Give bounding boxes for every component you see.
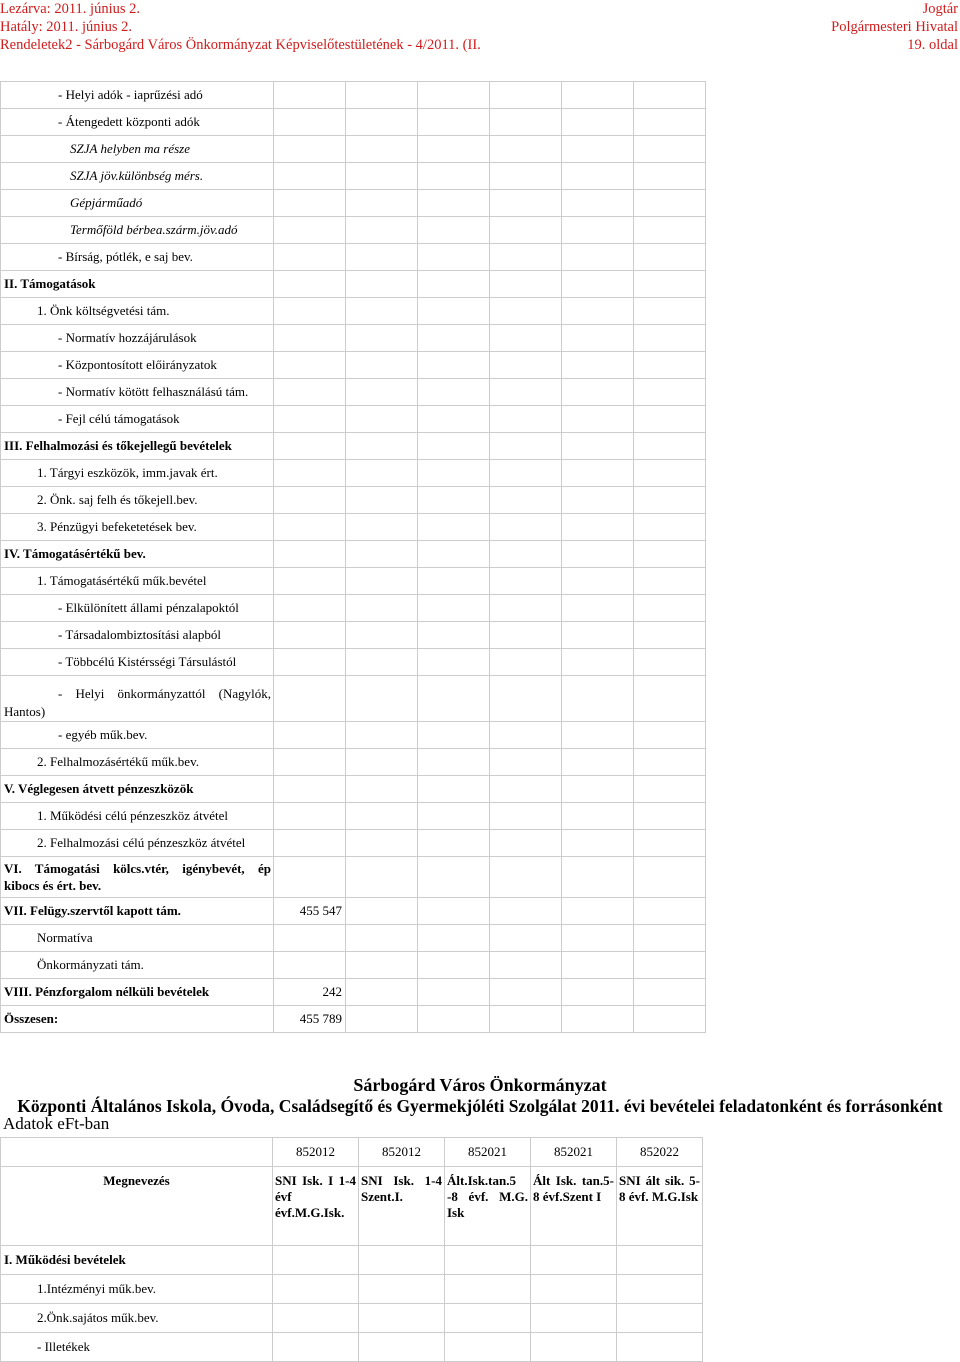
code-cell: 852021: [531, 1138, 617, 1167]
units-note: Adatok eFt-ban: [3, 1114, 110, 1133]
row-label: Normatíva: [1, 925, 274, 952]
effective-date: Hatály: 2011. június 2.: [0, 19, 132, 35]
table-row: [1, 830, 706, 857]
row-value: [274, 776, 346, 803]
row-value: [274, 830, 346, 857]
table-row: [1, 649, 706, 676]
row-label-line1: - Helyi önkormányzattól (Nagylók,: [58, 686, 271, 701]
row-value: [274, 163, 346, 190]
table-row: [1, 1275, 703, 1304]
table-row: [1, 460, 706, 487]
row-label: IV. Támogatásértékű bev.: [1, 541, 274, 568]
row-label: Gépjárműadó: [1, 190, 274, 217]
row-label: 1.Intézményi műk.bev.: [1, 1275, 273, 1304]
code-cell: 852022: [617, 1138, 703, 1167]
table-row: [1, 749, 706, 776]
row-label: - Társadalombiztosítási alapból: [1, 622, 274, 649]
row-value: [274, 217, 346, 244]
row-value: [274, 649, 346, 676]
table-row: [1, 163, 706, 190]
revenue-table: [0, 81, 706, 1033]
row-label-line2: kibocs és ért. bev.: [4, 878, 102, 893]
row-label: 1. Önk költségvetési tám.: [1, 298, 274, 325]
row-label: 1. Támogatásértékű műk.bevétel: [1, 568, 274, 595]
row-label: [1, 676, 274, 722]
row-label: SZJA jöv.különbség mérs.: [1, 163, 274, 190]
row-value: [274, 190, 346, 217]
row-value: 242: [274, 979, 346, 1006]
row-value: [274, 109, 346, 136]
row-label: SZJA helyben ma része: [1, 136, 274, 163]
table-row: [1, 217, 706, 244]
code-cell: 852021: [445, 1138, 531, 1167]
table-row: [1, 190, 706, 217]
row-value: [274, 82, 346, 109]
row-label: - Fejl célú támogatások: [1, 406, 274, 433]
table-row: [1, 722, 706, 749]
table-row: [1, 325, 706, 352]
row-value: [274, 568, 346, 595]
table-row: [1, 803, 706, 830]
description-cell: Ált Isk. tan.5-8 évf.Szent I: [531, 1167, 617, 1246]
row-value: [274, 595, 346, 622]
row-label: III. Felhalmozási és tőkejellegű bevételek: [1, 433, 274, 460]
table-row: [1, 298, 706, 325]
description-cell: SNI Isk. I 1-4 évf évf.M.G.Isk.: [273, 1167, 359, 1246]
row-label: Termőföld bérbea.szárm.jöv.adó: [1, 217, 274, 244]
table-row: [1, 1246, 703, 1275]
row-value: [274, 379, 346, 406]
table-row: [1, 1006, 706, 1033]
closed-date: Lezárva: 2011. június 2.: [0, 1, 140, 17]
row-label: Összesen:: [1, 1006, 274, 1033]
row-value: [274, 803, 346, 830]
row-value: [274, 244, 346, 271]
table-row: [1, 271, 706, 298]
table-row: [1, 433, 706, 460]
row-label: - egyéb műk.bev.: [1, 722, 274, 749]
row-label: VIII. Pénzforgalom nélküli bevételek: [1, 979, 274, 1006]
row-label: - Illetékek: [1, 1333, 273, 1362]
table-row: [1, 82, 706, 109]
row-label: VII. Felügy.szervtől kapott tám.: [1, 898, 274, 925]
row-value: [274, 325, 346, 352]
row-label: 2. Önk. saj felh és tőkejell.bev.: [1, 487, 274, 514]
table-row: [1, 244, 706, 271]
row-label: - Normatív hozzájárulások: [1, 325, 274, 352]
table-row: [1, 857, 706, 898]
row-label: 1. Tárgyi eszközök, imm.javak ért.: [1, 460, 274, 487]
table-row: [1, 568, 706, 595]
name-header: Megnevezés: [1, 1167, 273, 1246]
row-value: [274, 749, 346, 776]
table-row: [1, 1304, 703, 1333]
code-cell: 852012: [273, 1138, 359, 1167]
row-value: [274, 433, 346, 460]
row-label: 2. Felhalmozási célú pénzeszköz átvétel: [1, 830, 274, 857]
row-label: - Bírság, pótlék, e saj bev.: [1, 244, 274, 271]
empty-cell: [1, 1138, 273, 1167]
table-row: [1, 406, 706, 433]
description-header-row: [1, 1167, 703, 1246]
section-title: Sárbogárd Város Önkormányzat: [353, 1075, 607, 1095]
row-value: [274, 541, 346, 568]
row-value: 455 547: [274, 898, 346, 925]
page-number: 19. oldal: [907, 37, 958, 53]
decree-title: Rendeletek2 - Sárbogárd Város Önkormányzat Képviselőtestületének - 4/2011. (II.: [0, 37, 481, 53]
table-row: [1, 109, 706, 136]
row-value: [274, 460, 346, 487]
row-value: [274, 676, 346, 722]
row-label: II. Támogatások: [1, 271, 274, 298]
table-row: [1, 595, 706, 622]
row-label: - Normatív kötött felhasználású tám.: [1, 379, 274, 406]
table-row: [1, 952, 706, 979]
row-value: [274, 622, 346, 649]
office-name: Polgármesteri Hivatal: [831, 19, 958, 35]
table-row: [1, 776, 706, 803]
task-revenue-table: [0, 1137, 703, 1362]
code-cell: 852012: [359, 1138, 445, 1167]
row-value: [274, 857, 346, 898]
table-row: [1, 979, 706, 1006]
row-label: I. Működési bevételek: [1, 1246, 273, 1275]
row-value: [274, 952, 346, 979]
row-value: [274, 487, 346, 514]
row-value: [274, 925, 346, 952]
row-value: [274, 298, 346, 325]
row-label: - Elkülönített állami pénzalapoktól: [1, 595, 274, 622]
row-label: 3. Pénzügyi befeketetések bev.: [1, 514, 274, 541]
table-row: [1, 352, 706, 379]
table-row: [1, 379, 706, 406]
row-label: [1, 857, 274, 898]
description-cell: SNI Isk. 1-4 Szent.I.: [359, 1167, 445, 1246]
row-label: 2.Önk.sajátos műk.bev.: [1, 1304, 273, 1333]
row-label: Önkormányzati tám.: [1, 952, 274, 979]
row-label: - Többcélú Kistérsségi Társulástól: [1, 649, 274, 676]
table-row: [1, 1333, 703, 1362]
row-label: V. Véglegesen átvett pénzeszközök: [1, 776, 274, 803]
row-value: 455 789: [274, 1006, 346, 1033]
row-label-line1: VI. Támogatási kölcs.vtér, igénybevét, ép: [4, 861, 271, 876]
code-header-row: [1, 1138, 703, 1167]
row-label: 1. Működési célú pénzeszköz átvétel: [1, 803, 274, 830]
table-row: [1, 541, 706, 568]
description-cell: SNI ált sik. 5-8 évf. M.G.Isk: [617, 1167, 703, 1246]
table-row: [1, 622, 706, 649]
row-label: - Átengedett központi adók: [1, 109, 274, 136]
row-value: [274, 352, 346, 379]
description-cell: Ált.Isk.tan.5 -8 évf. M.G. Isk: [445, 1167, 531, 1246]
table-row: [1, 136, 706, 163]
table-row: [1, 676, 706, 722]
row-value: [274, 136, 346, 163]
table-row: [1, 514, 706, 541]
section-subtitle: Központi Általános Iskola, Óvoda, Családsegítő és Gyermekjóléti Szolgálat 2011. évi bevételei feladatonként és forrásonként: [17, 1096, 943, 1116]
row-label: - Központosított előirányzatok: [1, 352, 274, 379]
row-value: [274, 722, 346, 749]
row-label: 2. Felhalmozásértékű műk.bev.: [1, 749, 274, 776]
row-value: [274, 271, 346, 298]
table-row: [1, 487, 706, 514]
publisher: Jogtár: [922, 1, 958, 17]
row-label: - Helyi adók - iaprűzési adó: [1, 82, 274, 109]
table-row: [1, 925, 706, 952]
table-row: [1, 898, 706, 925]
row-value: [274, 406, 346, 433]
row-value: [274, 514, 346, 541]
row-label-line2: Hantos): [4, 704, 46, 719]
